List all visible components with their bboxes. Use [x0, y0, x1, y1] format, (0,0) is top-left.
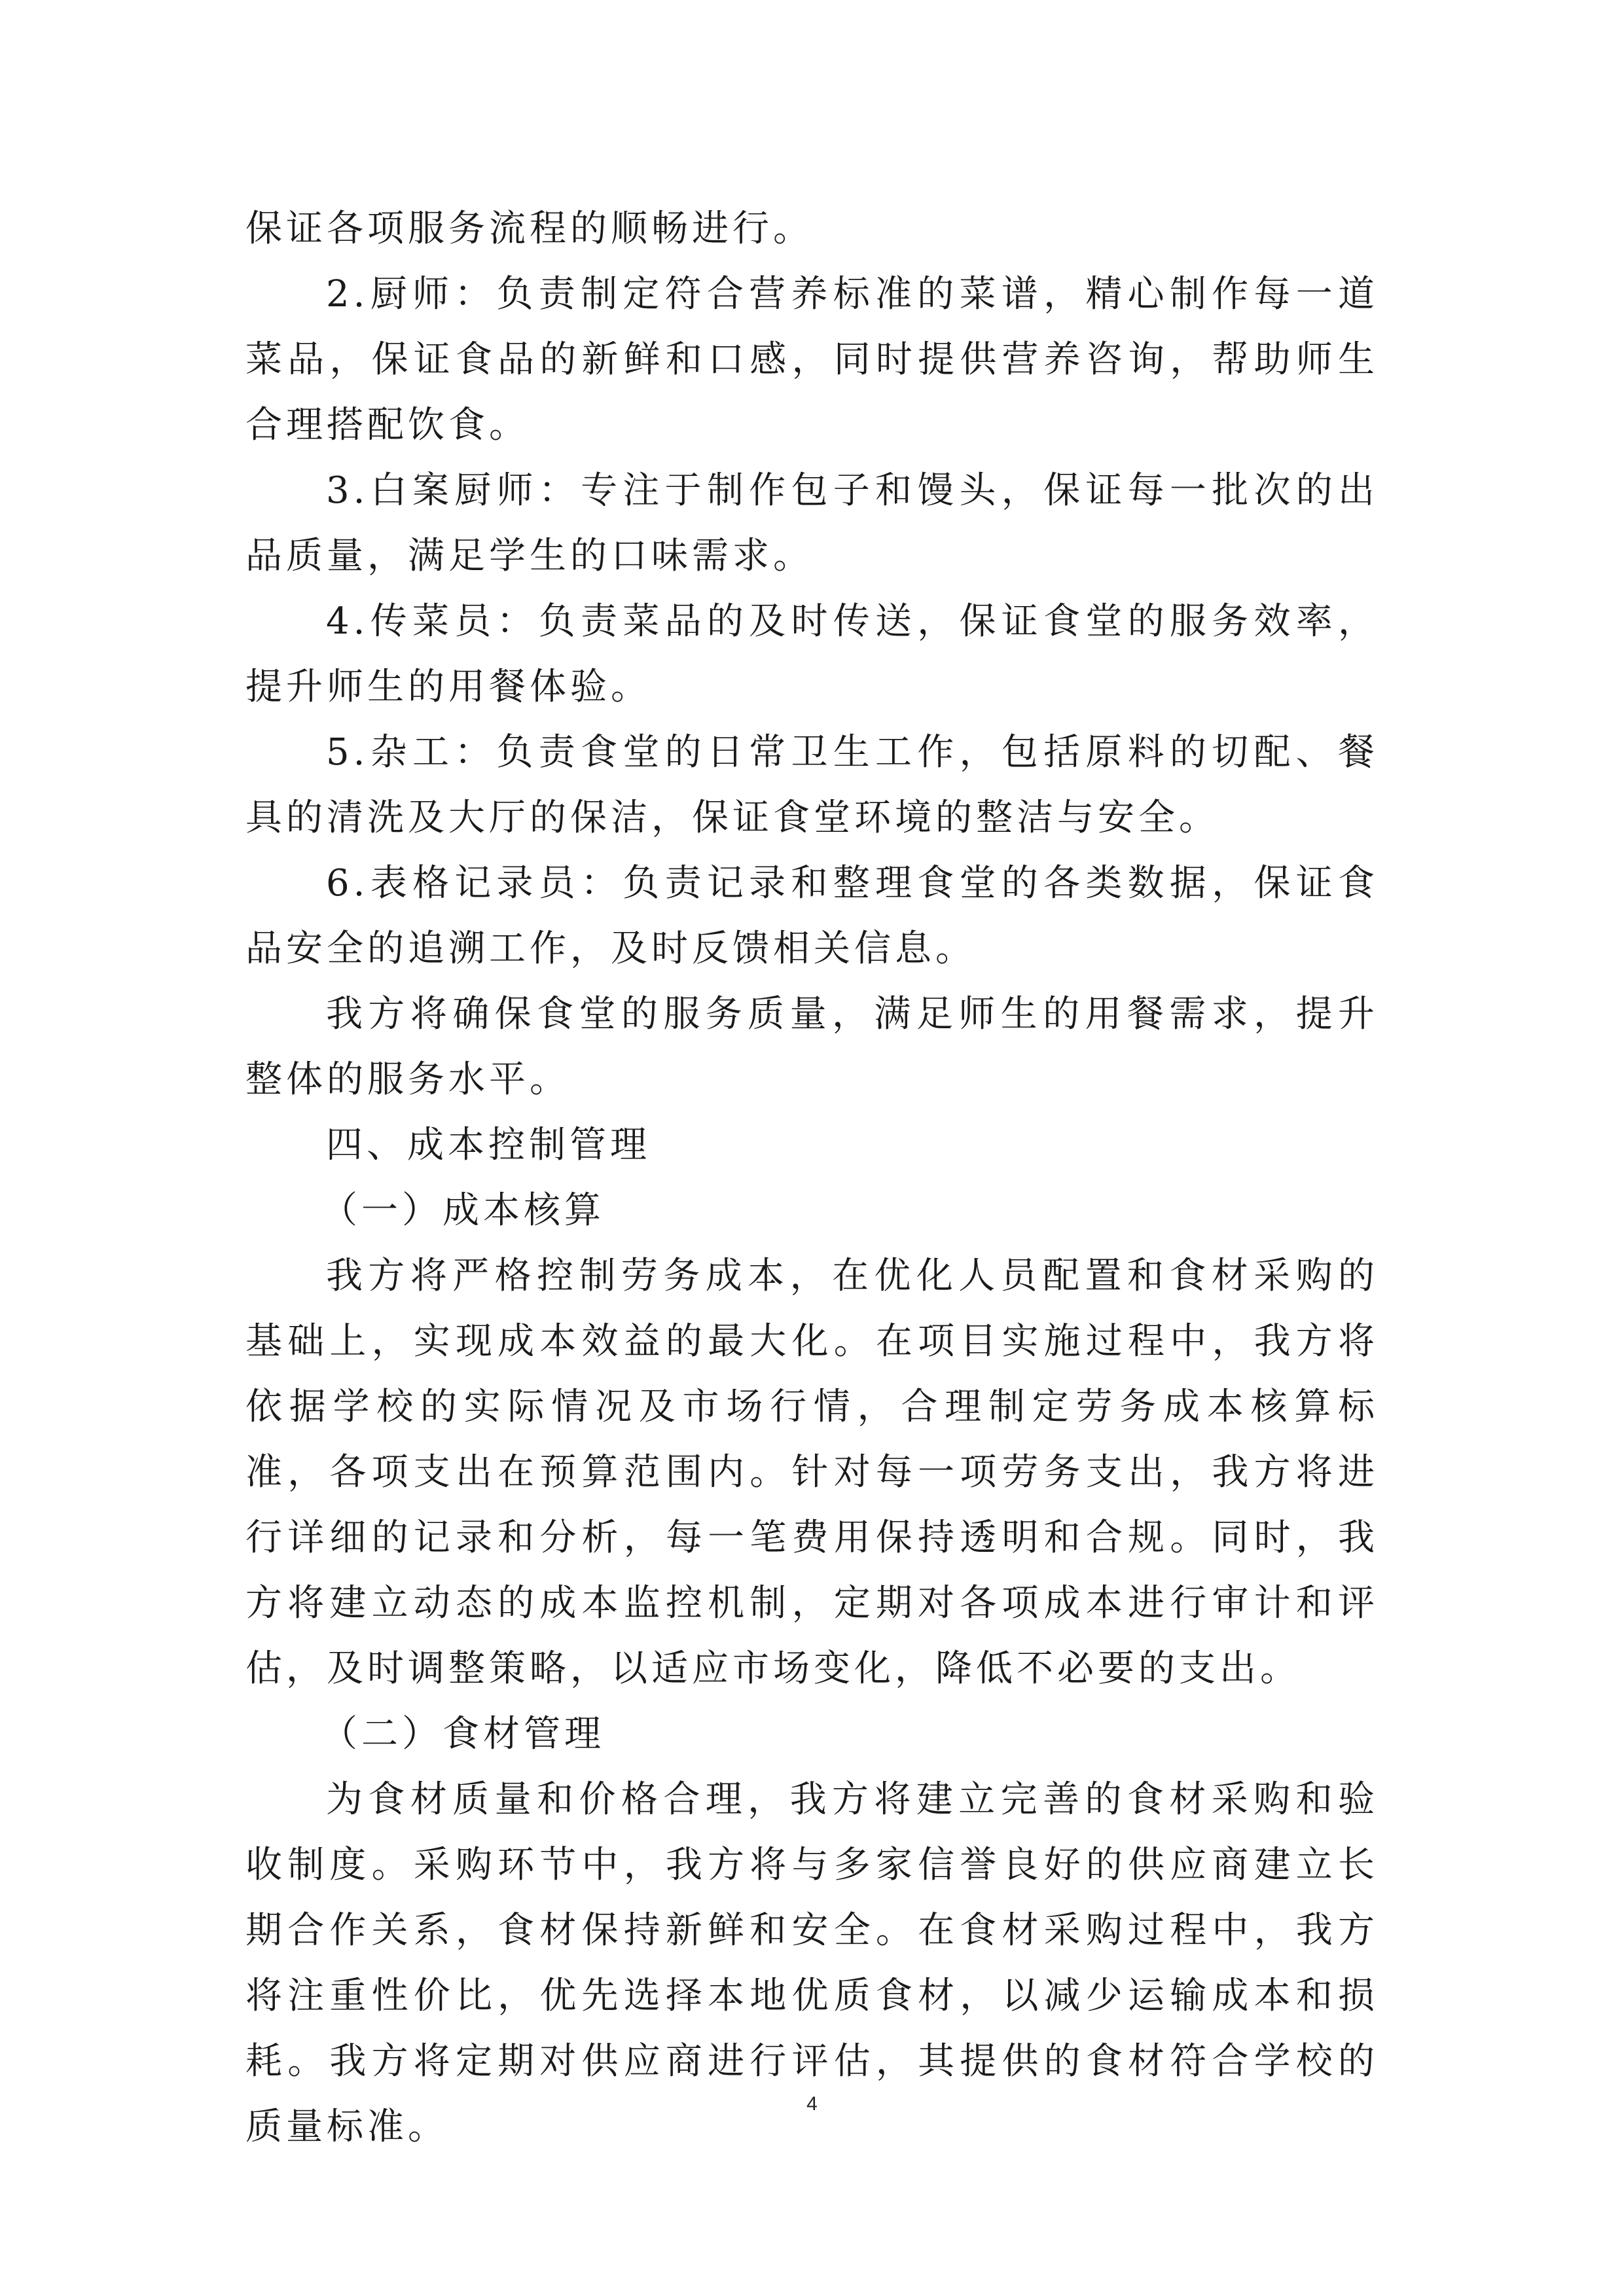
paragraph-record-keeper: 6.表格记录员：负责记录和整理食堂的各类数据，保证食品安全的追溯工作，及时反馈相关信息。: [245, 862, 1379, 970]
paragraph-ingredient-management: 为食材质量和价格合理，我方将建立完善的食材采购和验收制度。采购环节中，我方将与多家信誉良好的供应商建立长期合作关系，食材保持新鲜和安全。在食材采购过程中，我方将注重性价比，优先选择本地优质食材，以减少运输成本和损耗。我方将定期对供应商进行评估，其提供的食材符合学校的质量标准。: [245, 1778, 1379, 2148]
subsection-heading-ingredient-management: （二）食材管理: [321, 1713, 605, 1755]
section-heading: 四、成本控制管理: [326, 1124, 651, 1166]
paragraph-summary: 我方将确保食堂的服务质量，满足师生的用餐需求，提升整体的服务水平。: [245, 993, 1379, 1101]
paragraph-cost-accounting: 我方将严格控制劳务成本，在优化人员配置和食材采购的基础上，实现成本效益的最大化。在项目实施过程中，我方将依据学校的实际情况及市场行情，合理制定劳务成本核算标准，各项支出在预算范围内。针对每一项劳务支出，我方将进行详细的记录和分析，每一笔费用保持透明和合规。同时，我方将建立动态的成本监控机制，定期对各项成本进行审计和评估，及时调整策略，以适应市场变化，降低不必要的支出。: [245, 1255, 1379, 1690]
subsection-heading-cost-accounting: （一）成本核算: [321, 1189, 605, 1232]
paragraph-handyman: 5.杂工：负责食堂的日常卫生工作，包括原料的切配、餐具的清洗及大厅的保洁，保证食堂环境的整洁与安全。: [245, 731, 1379, 839]
paragraph-server: 4.传菜员：负责菜品的及时传送，保证食堂的服务效率，提升师生的用餐体验。: [245, 600, 1379, 708]
paragraph-continuation: 保证各项服务流程的顺畅进行。: [245, 207, 814, 250]
paragraph-pastry-chef: 3.白案厨师：专注于制作包子和馒头，保证每一批次的出品质量，满足学生的口味需求。: [245, 469, 1379, 577]
page-number: 4: [806, 2093, 818, 2115]
paragraph-chef: 2.厨师：负责制定符合营养标准的菜谱，精心制作每一道菜品，保证食品的新鲜和口感，同时提供营养咨询，帮助师生合理搭配饮食。: [245, 273, 1379, 446]
